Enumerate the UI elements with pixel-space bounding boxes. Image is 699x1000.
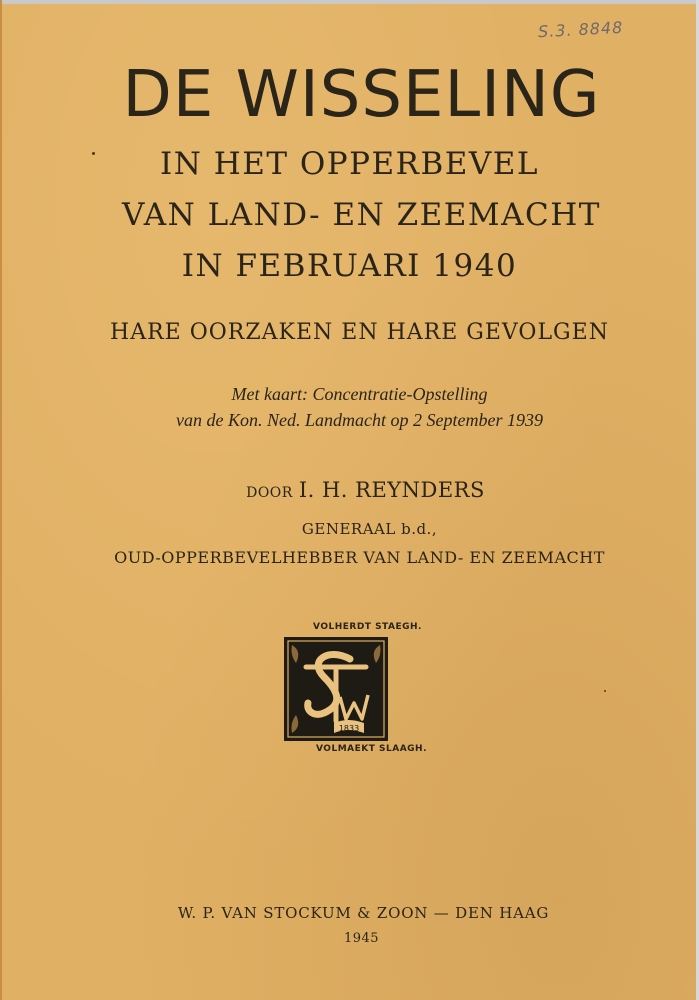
map-note-line-1: Met kaart: Concentratie-Opstelling	[231, 384, 488, 404]
author-line	[0, 478, 699, 502]
speck	[604, 690, 606, 692]
title-line-1: IN HET OPPERBEVEL	[159, 146, 540, 182]
scan-edge-top	[0, 0, 699, 4]
author-name: I. H. REYNDERS	[298, 478, 485, 502]
publisher: W. P. VAN STOCKUM & ZOON — DEN HAAG	[177, 904, 550, 922]
author-rank: GENERAAL b.d.,	[301, 520, 438, 538]
title-line-2: VAN LAND- EN ZEEMACHT	[122, 197, 601, 233]
printer-mark-year: 1833	[338, 724, 360, 733]
author-prefix: DOOR	[246, 485, 293, 501]
handwritten-shelfmark: S.3. 8848	[537, 17, 624, 42]
printer-mark-emblem	[284, 637, 388, 741]
subtitle: HARE OORZAKEN EN HARE GEVOLGEN	[110, 320, 609, 345]
publication-year: 1945	[343, 931, 380, 946]
printer-mark-motto-bottom: VOLMAEKT SLAAGH.	[316, 744, 427, 754]
speck	[92, 152, 95, 155]
printer-mark-motto-top: VOLHERDT STAEGH.	[313, 622, 422, 632]
title-line-3: IN FEBRUARI 1940	[181, 248, 518, 284]
main-title: DE WISSELING	[122, 58, 601, 132]
author-role: OUD-OPPERBEVELHEBBER VAN LAND- EN ZEEMACHT	[114, 548, 605, 567]
map-note-line-2: van de Kon. Ned. Landmacht op 2 September 1939	[176, 410, 543, 430]
